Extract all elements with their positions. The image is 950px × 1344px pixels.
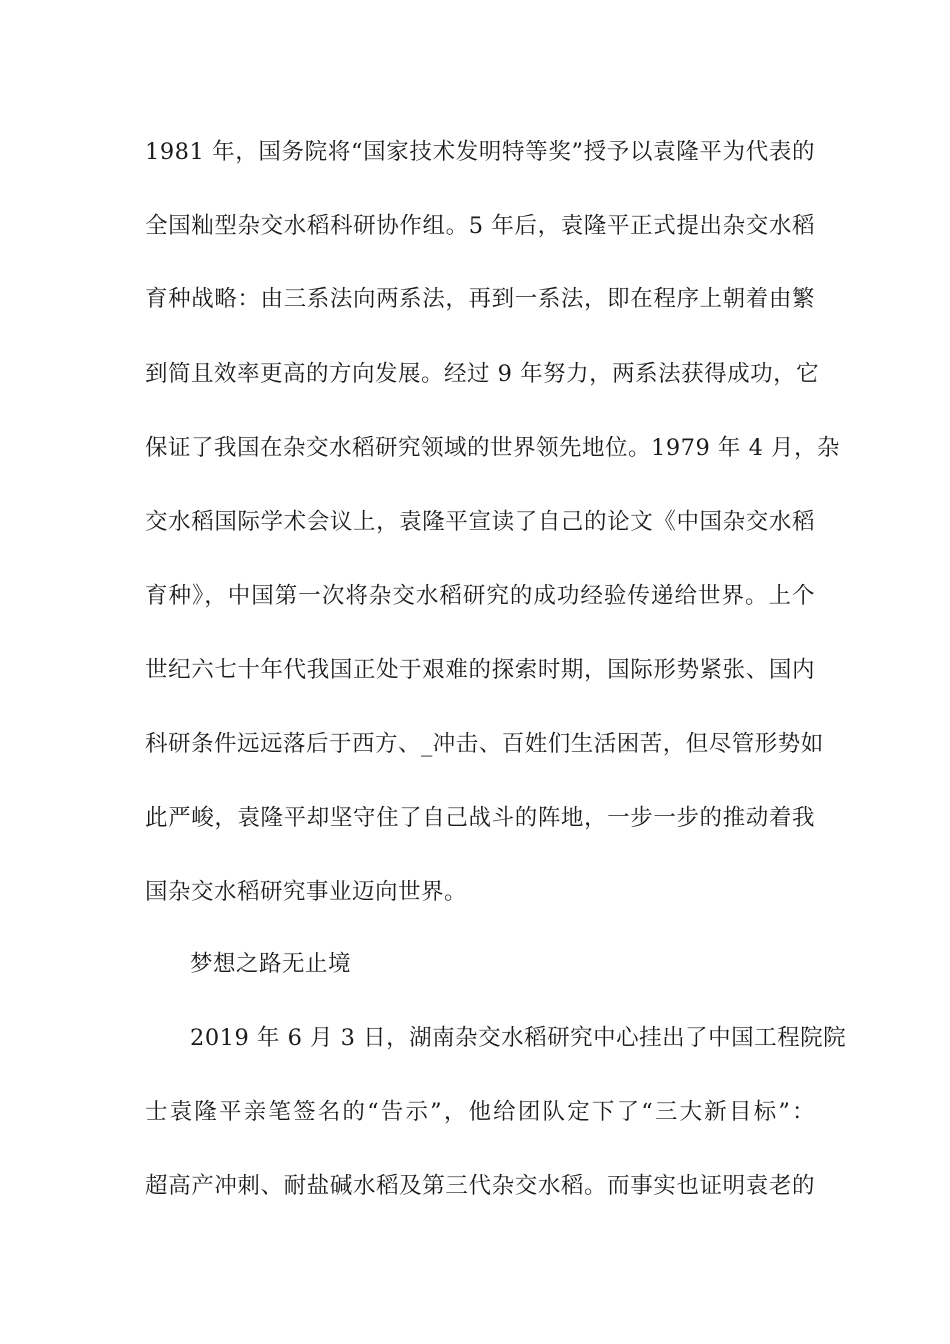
paragraph-line-10: 此严峻，袁隆平却坚守住了自己战斗的阵地，一步一步的推动着我	[145, 805, 815, 831]
paragraph-line-2: 全国籼型杂交水稻科研协作组。5 年后，袁隆平正式提出杂交水稻	[145, 213, 815, 239]
paragraph-line-4: 到简且效率更高的方向发展。经过 9 年努力，两系法获得成功，它	[145, 361, 820, 387]
paragraph-line-8: 世纪六七十年代我国正处于艰难的探索时期，国际形势紧张、国内	[145, 657, 815, 683]
paragraph-line-6: 交水稻国际学术会议上，袁隆平宣读了自己的论文《中国杂交水稻	[145, 509, 815, 535]
paragraph-line-14: 士袁隆平亲笔签名的“告示”，他给团队定下了“三大新目标”：	[145, 1099, 815, 1125]
paragraph-line-3: 育种战略：由三系法向两系法，再到一系法，即在程序上朝着由繁	[145, 286, 815, 312]
paragraph-line-11: 国杂交水稻研究事业迈向世界。	[145, 879, 468, 905]
paragraph-line-9: 科研条件远远落后于西方、_冲击、百姓们生活困苦，但尽管形势如	[145, 731, 824, 757]
paragraph-line-1: 1981 年，国务院将“国家技术发明特等奖”授予以袁隆平为代表的	[145, 139, 815, 165]
section-heading: 梦想之路无止境	[190, 951, 352, 977]
paragraph-line-15: 超高产冲刺、耐盐碱水稻及第三代杂交水稻。而事实也证明袁老的	[145, 1173, 815, 1199]
paragraph-line-7: 育种》，中国第一次将杂交水稻研究的成功经验传递给世界。上个	[145, 583, 815, 609]
paragraph-line-13: 2019 年 6 月 3 日，湖南杂交水稻研究中心挂出了中国工程院院	[190, 1025, 847, 1051]
paragraph-line-5: 保证了我国在杂交水稻研究领域的世界领先地位。1979 年 4 月，杂	[145, 435, 841, 461]
